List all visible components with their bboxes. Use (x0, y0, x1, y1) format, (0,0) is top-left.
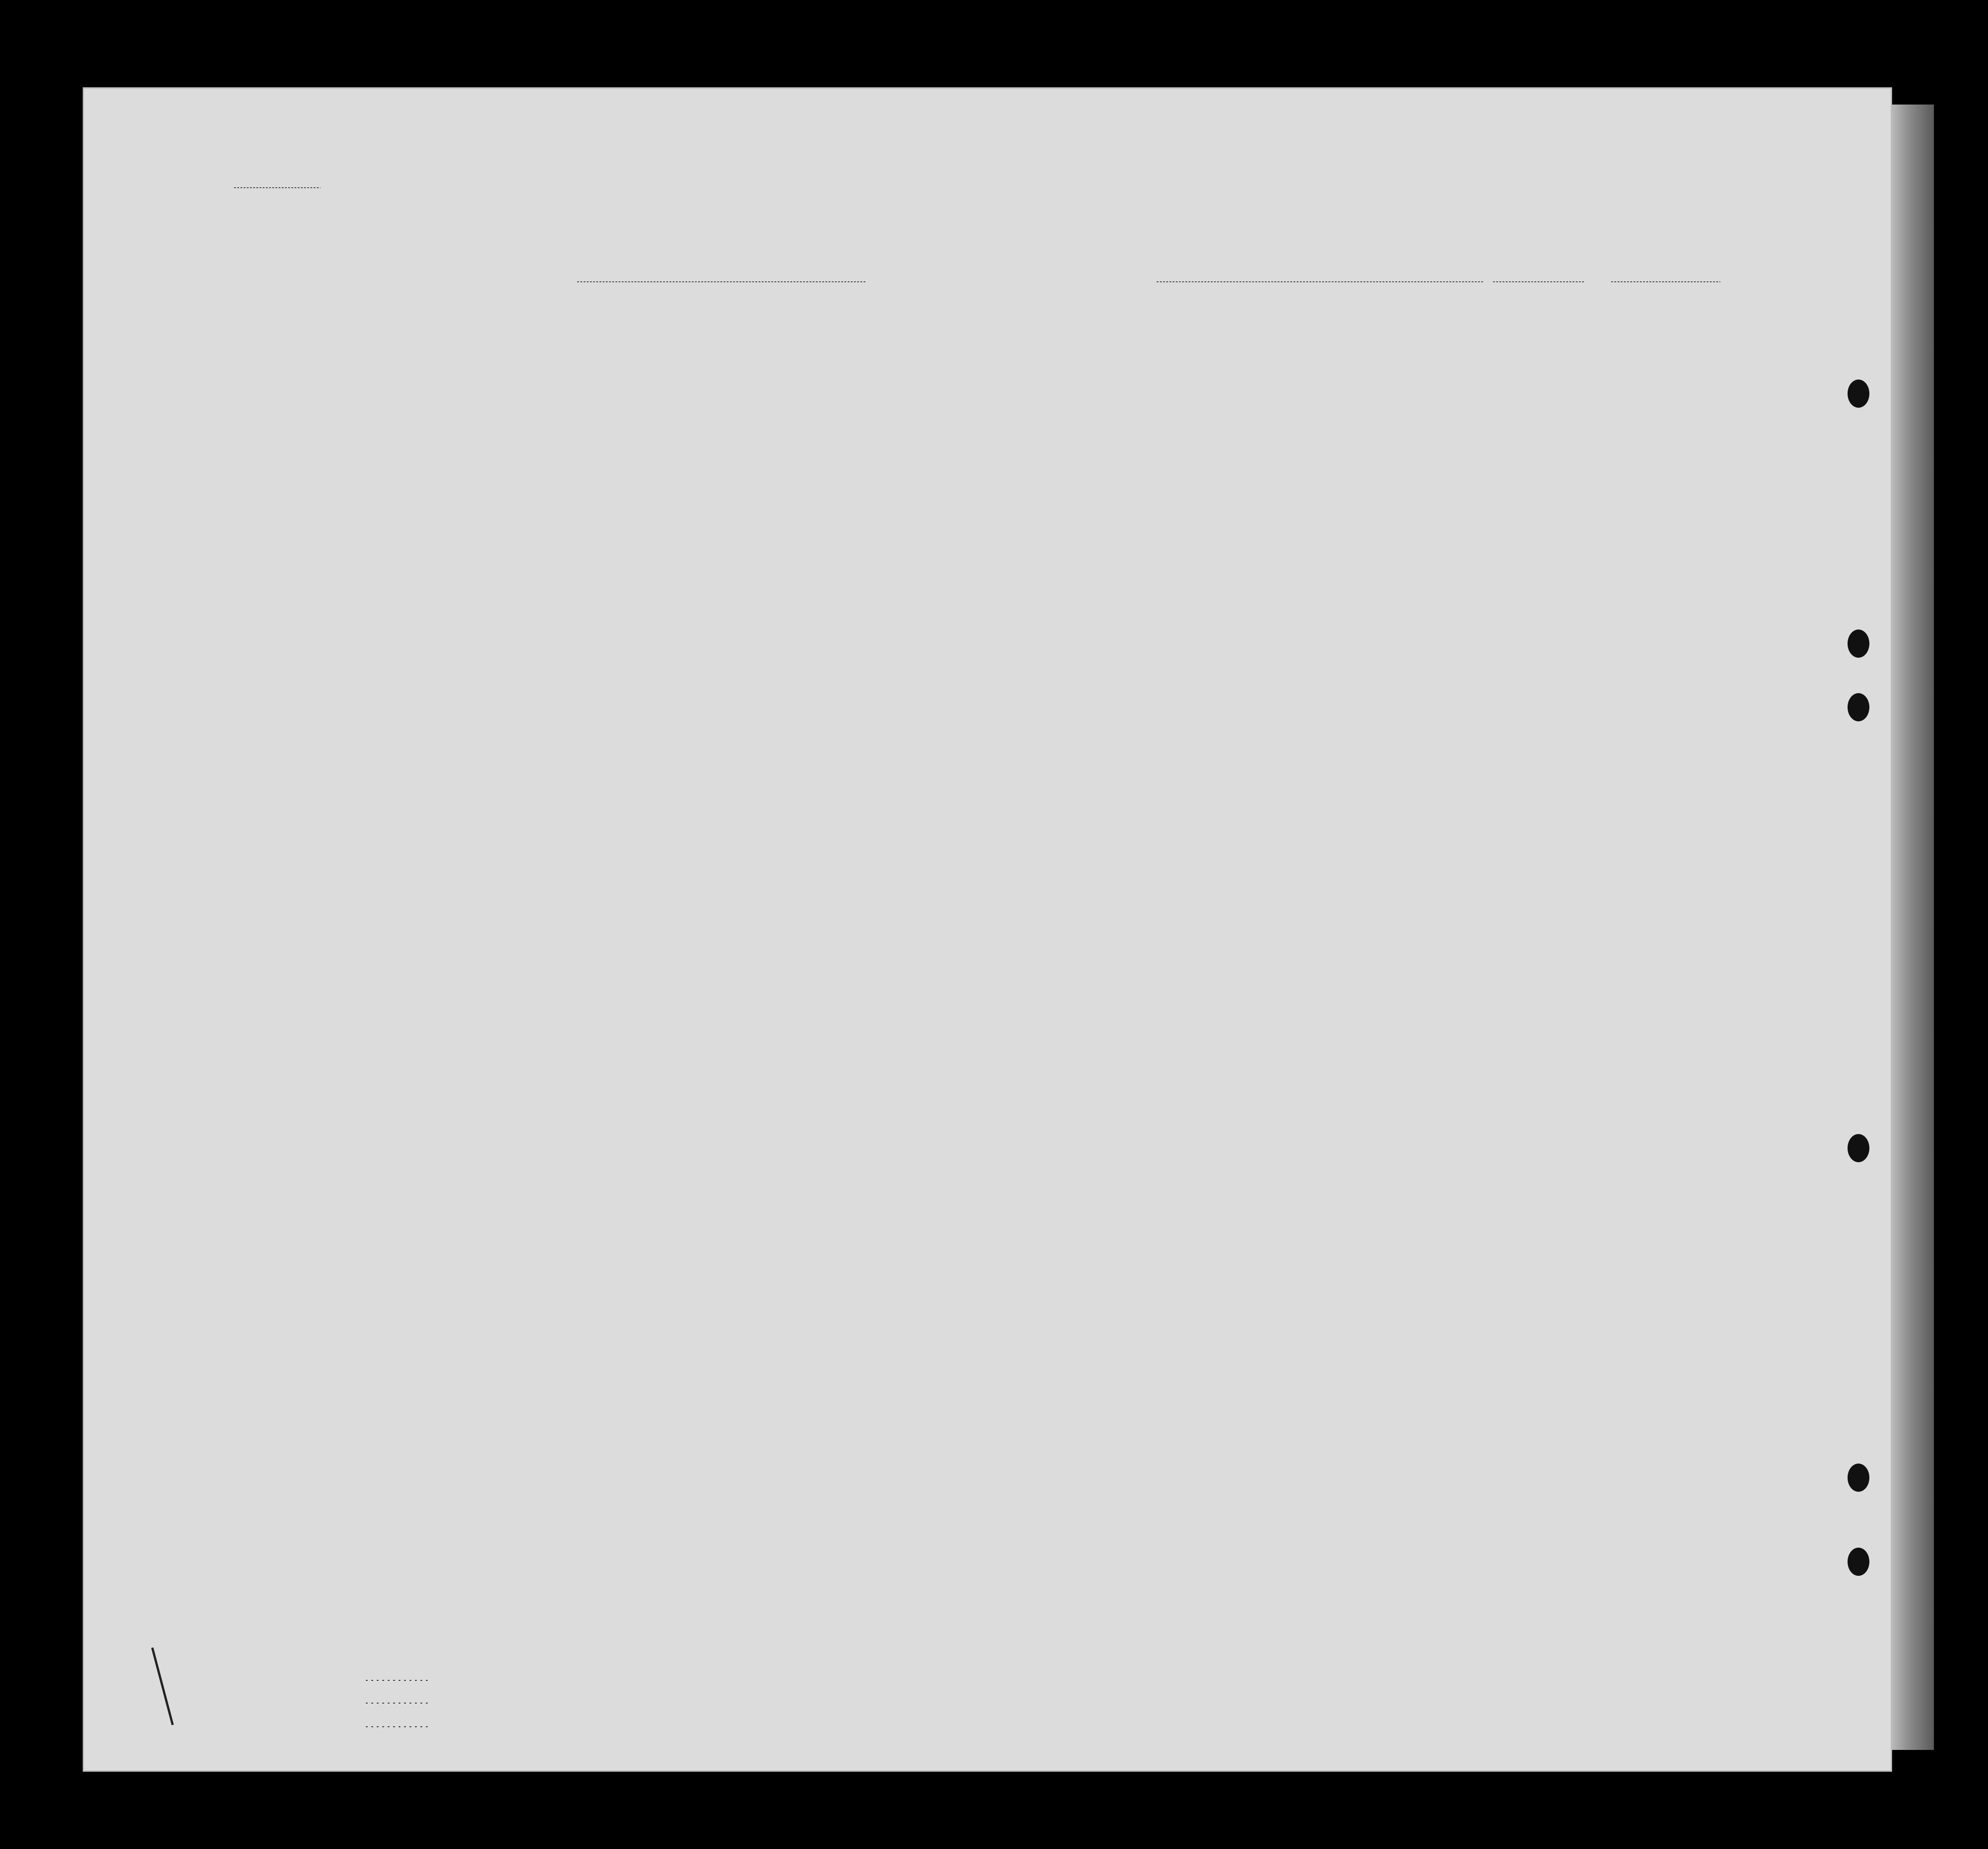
stacked-sheets-edge (1891, 105, 1934, 1750)
manifest-sheet (84, 89, 1891, 1770)
tally-stroke (84, 89, 1891, 1770)
